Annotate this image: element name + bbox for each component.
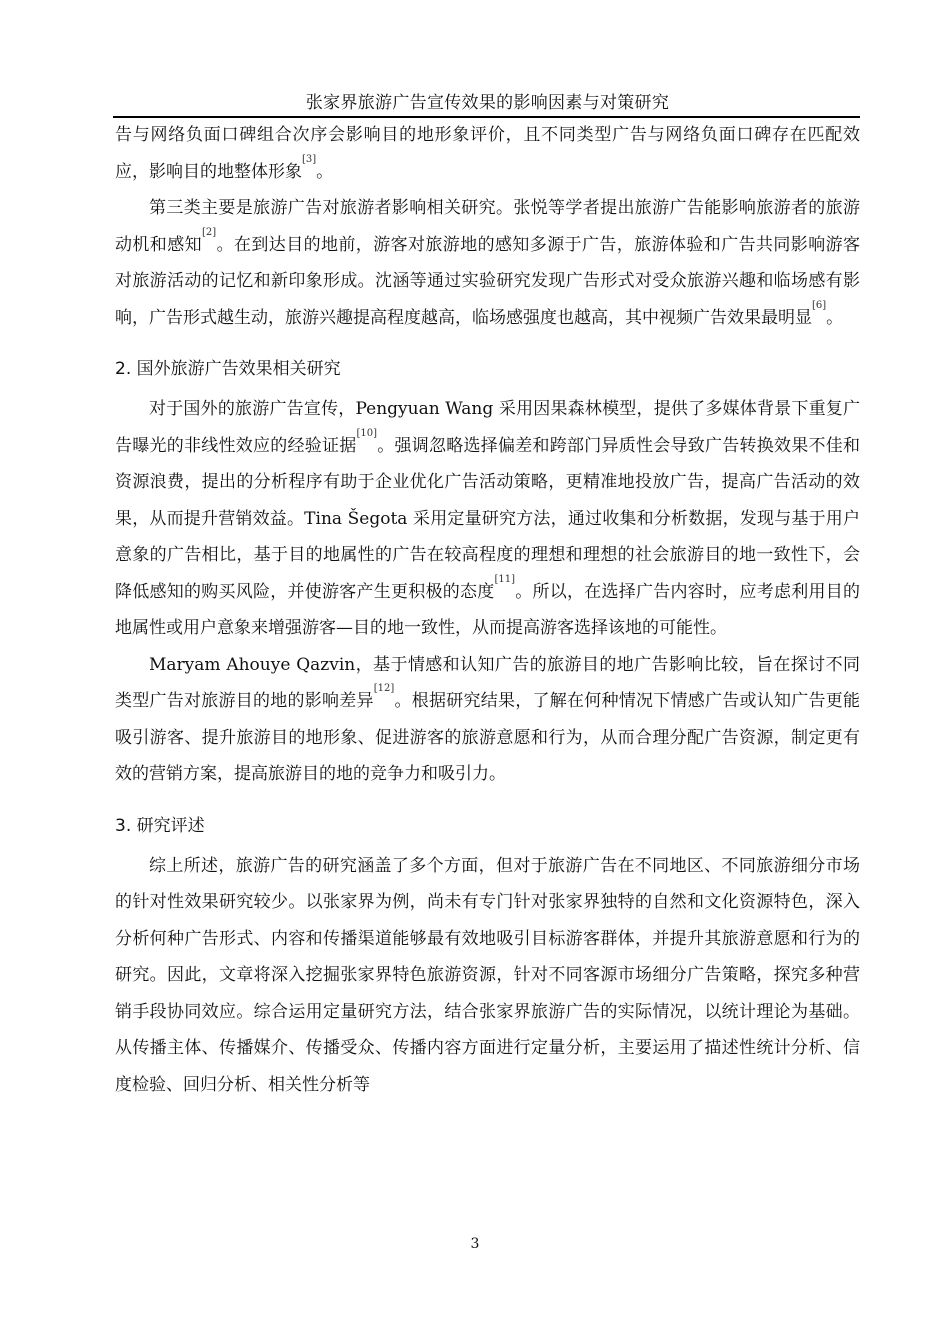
paragraph-text: 第三类主要是旅游广告对旅游者影响相关研究。张悦等学者提出旅游广告能影响旅游者的旅游动机和感知 [115, 198, 860, 255]
paragraph-review [115, 848, 860, 1104]
paragraph-text: 。 [316, 161, 334, 182]
citation: [3] [302, 153, 317, 165]
citation: [6] [812, 299, 827, 311]
paragraph-text: 。强调忽略选择偏差和跨部门异质性会导致广告转换效果不佳和资源浪费，提出的分析程序有助于企业优化广告活动策略，更精准地投放广告，提高广告活动的效果，从而提升营销效益。Tina Šegota 采用定量研究方法，通过收集和分析数据，发现与基于用户意象的广告相比，基于目的地属性的广告在较高程度的理想和理想的社会旅游目的地一致性下，会降低感知的购买风险，并使游客产生更积极的态度 [115, 435, 861, 602]
paragraph-text: 。根据研究结果，了解在何种情况下情感广告或认知广告更能吸引游客、提升旅游目的地形象、促进游客的旅游意愿和行为，从而合理分配广告资源，制定更有效的营销方案，提高旅游目的地的竞争力和吸引力。 [115, 691, 861, 784]
section-heading-review: 3. 研究评述 [115, 815, 205, 836]
paragraph-text: 告与网络负面口碑组合次序会影响目的地形象评价，且不同类型广告与网络负面口碑存在匹配效应，影响目的地整体形象 [115, 125, 860, 182]
citation: [2] [202, 226, 217, 238]
page-number: 3 [470, 1236, 480, 1252]
citation: [12] [373, 683, 395, 694]
paragraph-text: 。 [826, 307, 844, 328]
paragraph-text: 。所以，在选择广告内容时，应考虑利用目的地属性或用户意象来增强游客—目的地一致性，从而提高游客选择该地的可能性。 [115, 581, 860, 638]
paragraph-continued [115, 117, 860, 190]
running-header: 张家界旅游广告宣传效果的影响因素与对策研究 [305, 93, 670, 113]
paragraph-emotional-cognitive [115, 647, 860, 793]
citation: [10] [356, 427, 378, 439]
paragraph-text: 。在到达目的地前，游客对旅游地的感知多源于广告，旅游体验和广告共同影响游客对旅游活动的记忆和新印象形成。沈涵等通过实验研究发现广告形式对受众旅游兴趣和临场感有影响，广告形式越生动，旅游兴趣提高程度越高，临场感强度也越高，其中视频广告效果最明显 [115, 234, 861, 328]
paragraph-tourist-impact [115, 190, 860, 336]
paragraph-text: 对于国外的旅游广告宣传，Pengyuan Wang 采用因果森林模型，提供了多媒体背景下重复广告曝光的非线性效应的经验证据 [115, 399, 860, 456]
paragraph-text: 综上所述，旅游广告的研究涵盖了多个方面，但对于旅游广告在不同地区、不同旅游细分市场的针对性效果研究较少。以张家界为例，尚未有专门针对张家界独特的自然和文化资源特色，深入分析何种广告形式、内容和传播渠道能够最有效地吸引目标游客群体，并提升其旅游意愿和行为的研究。因此，文章将深入挖掘张家界特色旅游资源，针对不同客源市场细分广告策略，探究多种营销手段协同效应。综合运用定量研究方法，结合张家界旅游广告的实际情况，以统计理论为基础。从传播主体、传播媒介、传播受众、传播内容方面进行定量分析，主要运用了描述性统计分析、信度检验、回归分析、相关性分析等 [115, 855, 860, 1095]
paragraph-text: Maryam Ahouye Qazvin，基于情感和认知广告的旅游目的地广告影响比较，旨在探讨不同类型广告对旅游目的地的影响差异 [115, 654, 860, 711]
citation: [11] [494, 573, 516, 585]
body-text [115, 117, 860, 1103]
section-heading-foreign-research: 2. 国外旅游广告效果相关研究 [115, 359, 341, 379]
paragraph-foreign-studies [115, 391, 860, 647]
